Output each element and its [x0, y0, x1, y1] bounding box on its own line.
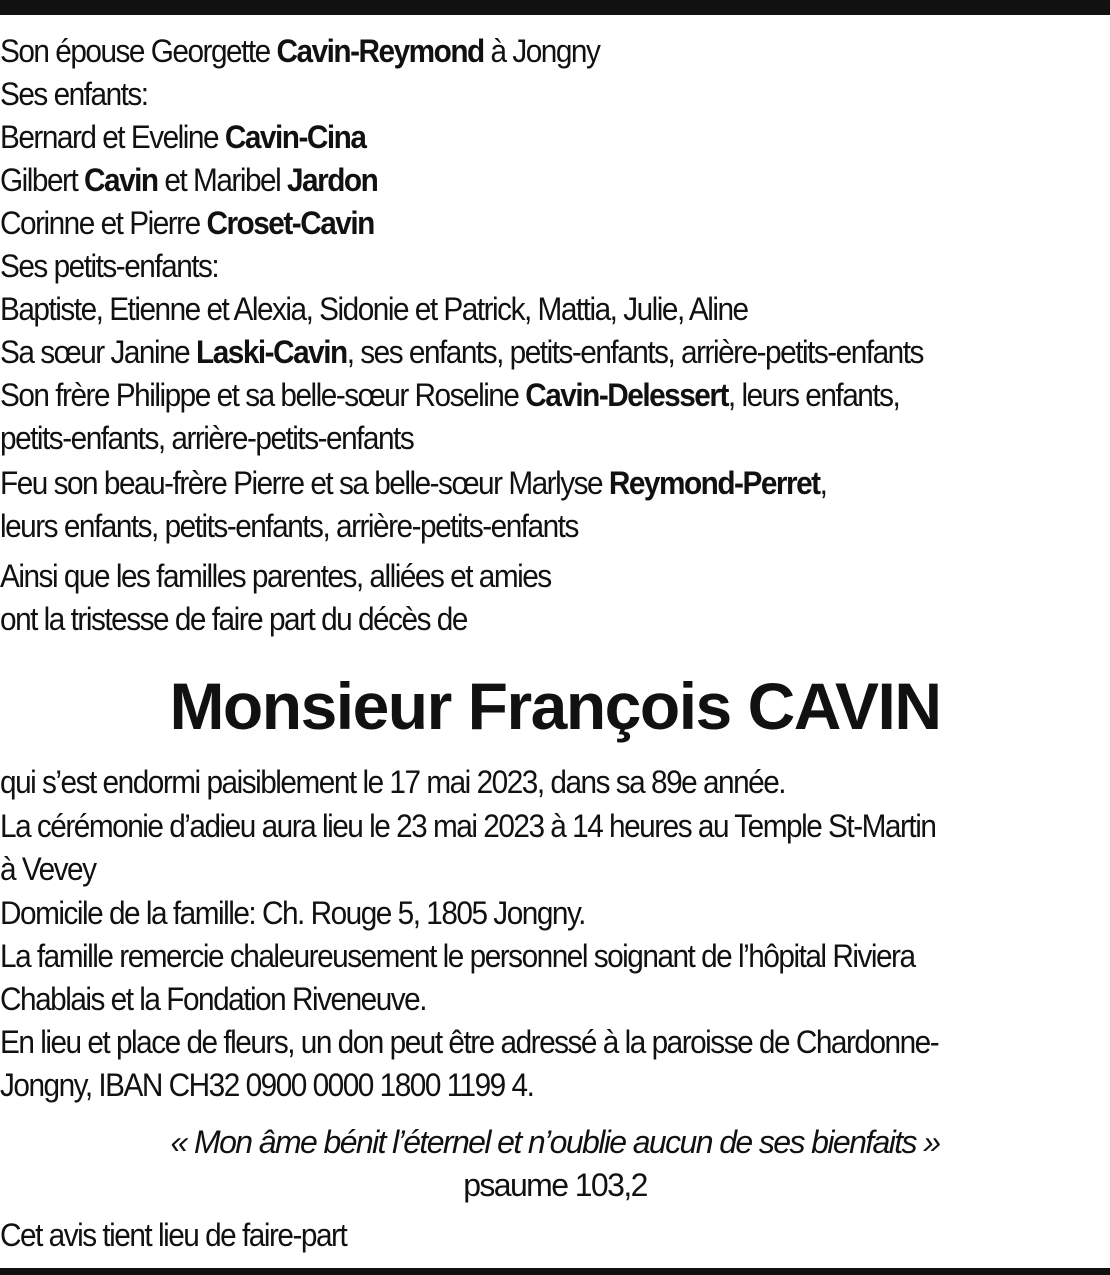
spouse-line — [0, 31, 1032, 71]
brother-in-law-line-2: leurs enfants, petits-enfants, arrière-petits-enfants — [0, 508, 578, 544]
children-label: Ses enfants: — [0, 76, 148, 112]
grandchildren-label: Ses petits-enfants: — [0, 248, 219, 284]
deceased-name: Monsieur François CAVIN — [169, 669, 941, 743]
child-2-last2: Jardon — [286, 162, 378, 198]
child-3-last: Croset-Cavin — [206, 205, 374, 241]
brother-in-law-prefix: Feu son beau-frère Pierre et sa belle-sœur Marlyse — [0, 465, 609, 501]
ceremony-line-2: à Vevey — [0, 851, 96, 887]
others-line-1: Ainsi que les familles parentes, alliées et amies — [0, 558, 551, 594]
child-line-2 — [0, 160, 1032, 200]
sister-prefix: Sa sœur Janine — [0, 334, 197, 370]
brother-line — [0, 375, 1032, 415]
psalm-quote: « Mon âme bénit l’éternel et n’oublie aucun de ses bienfaits » — [170, 1124, 940, 1160]
ceremony-line-1: La cérémonie d’adieu aura lieu le 23 mai 2023 à 14 heures au Temple St-Martin — [0, 808, 936, 844]
child-3-first: Corinne et Pierre — [0, 205, 207, 241]
sister-name: Laski-Cavin — [196, 334, 347, 370]
brother-name: Cavin-Delessert — [525, 377, 728, 413]
domicile-line: Domicile de la famille: Ch. Rouge 5, 1805 Jongny. — [0, 895, 585, 931]
psalm-source: psaume 103,2 — [463, 1167, 647, 1203]
child-line-3 — [0, 203, 1032, 243]
brother-in-law-name: Reymond-Perret — [608, 465, 820, 501]
spouse-prefix: Son épouse Georgette — [0, 33, 277, 69]
child-2-first: Gilbert — [0, 162, 85, 198]
grandchildren-list: Baptiste, Etienne et Alexia, Sidonie et Patrick, Mattia, Julie, Aline — [0, 291, 748, 327]
sister-line — [0, 332, 1032, 372]
bottom-border-rule — [0, 1268, 1110, 1275]
child-2-last: Cavin — [84, 162, 158, 198]
thanks-line-1: La famille remercie chaleureusement le personnel soignant de l’hôpital Riviera — [0, 938, 915, 974]
child-1-first: Bernard et Eveline — [0, 119, 225, 155]
brother-in-law-suffix: , — [819, 465, 827, 501]
closing-note: Cet avis tient lieu de faire-part — [0, 1217, 347, 1253]
child-2-mid: et Maribel — [157, 162, 287, 198]
child-line-1 — [0, 117, 1032, 157]
spouse-suffix: à Jongny — [483, 33, 600, 69]
death-statement: qui s’est endormi paisiblement le 17 mai 2023, dans sa 89e année. — [0, 764, 786, 800]
top-border-rule — [0, 0, 1110, 15]
brother-suffix: , leurs enfants, — [727, 377, 900, 413]
spouse-name: Cavin-Reymond — [276, 33, 484, 69]
sister-suffix: , ses enfants, petits-enfants, arrière-petits-enfants — [346, 334, 923, 370]
brother-line-2: petits-enfants, arrière-petits-enfants — [0, 420, 414, 456]
child-1-last: Cavin-Cina — [224, 119, 366, 155]
donation-line-2: Jongny, IBAN CH32 0900 0000 1800 1199 4. — [0, 1067, 534, 1103]
donation-line-1: En lieu et place de fleurs, un don peut être adressé à la paroisse de Chardonne- — [0, 1024, 939, 1060]
brother-in-law-line — [0, 463, 1032, 503]
thanks-line-2: Chablais et la Fondation Riveneuve. — [0, 981, 427, 1017]
others-line-2: ont la tristesse de faire part du décès de — [0, 601, 467, 637]
brother-prefix: Son frère Philippe et sa belle-sœur Roseline — [0, 377, 526, 413]
